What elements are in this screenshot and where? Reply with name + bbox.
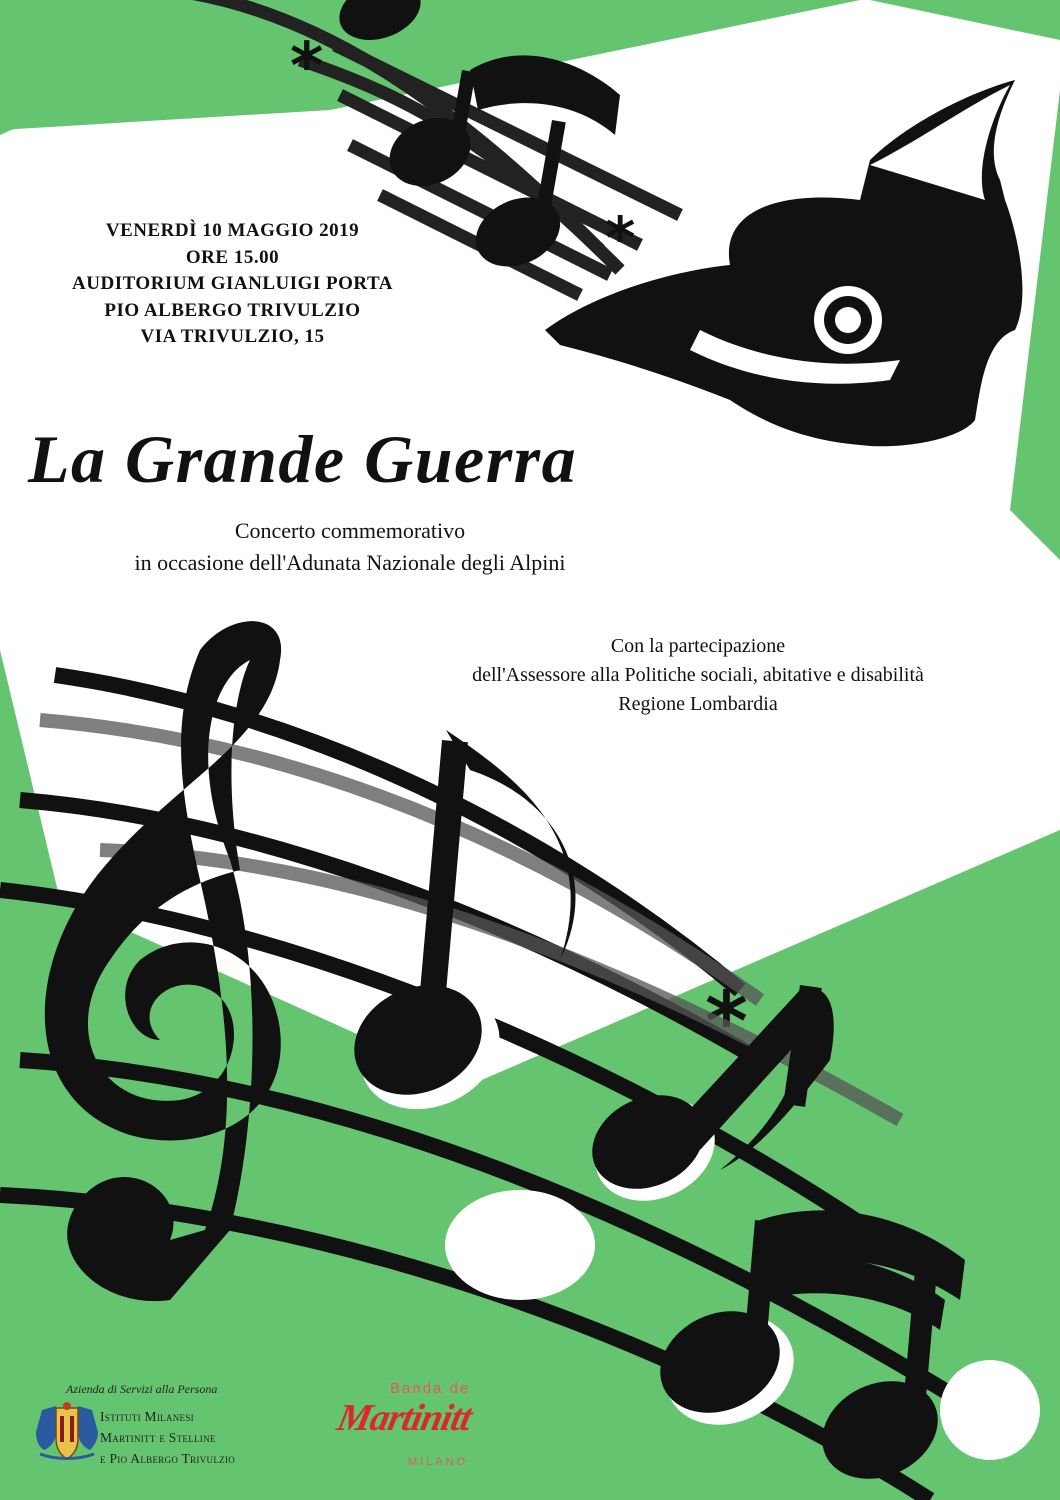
event-address: VIA TRIVULZIO, 15 <box>140 326 325 347</box>
banda-name: Martinitt <box>333 1397 475 1439</box>
subtitle <box>30 515 670 579</box>
participation-line-2: dell'Assessore alla Politiche sociali, abitative e disabilità <box>472 664 924 686</box>
participation-line-3: Regione Lombardia <box>618 693 778 715</box>
event-institution: PIO ALBERGO TRIVULZIO <box>104 299 361 321</box>
participation-line-1: Con la partecipazione <box>610 635 786 657</box>
page-title: La Grande Guerra <box>28 421 578 497</box>
event-time: ORE 15.00 <box>185 246 280 268</box>
white-oval <box>445 1190 595 1300</box>
banda-logo <box>330 1378 560 1478</box>
white-oval <box>940 1360 1040 1460</box>
banda-label: Banda de <box>390 1380 471 1397</box>
svg-text:*: * <box>705 975 748 1070</box>
organization-logo <box>36 1382 306 1472</box>
subtitle-line-1: Concerto commemorativo <box>234 518 466 543</box>
event-date: VENERDÌ 10 MAGGIO 2019 <box>105 220 360 241</box>
organization-name <box>100 1406 235 1469</box>
event-info <box>20 218 445 351</box>
organization-name-line-3: e Pio Albergo Trivulzio <box>100 1451 236 1466</box>
banda-city: MILANO <box>408 1456 469 1468</box>
subtitle-line-2: in occasione dell'Adunata Nazionale degli Alpini <box>134 550 566 575</box>
organization-name-line-1: Istituti Milanesi <box>100 1409 194 1424</box>
event-venue: AUDITORIUM GIANLUIGI PORTA <box>72 273 393 294</box>
organization-tagline: Azienda di Servizi alla Persona <box>66 1382 218 1396</box>
participation <box>380 632 1016 719</box>
crest-icon <box>36 1402 98 1462</box>
svg-text:*: * <box>605 204 636 272</box>
svg-text:*: * <box>290 30 324 104</box>
organization-name-line-2: Martinitt e Stelline <box>100 1430 216 1445</box>
